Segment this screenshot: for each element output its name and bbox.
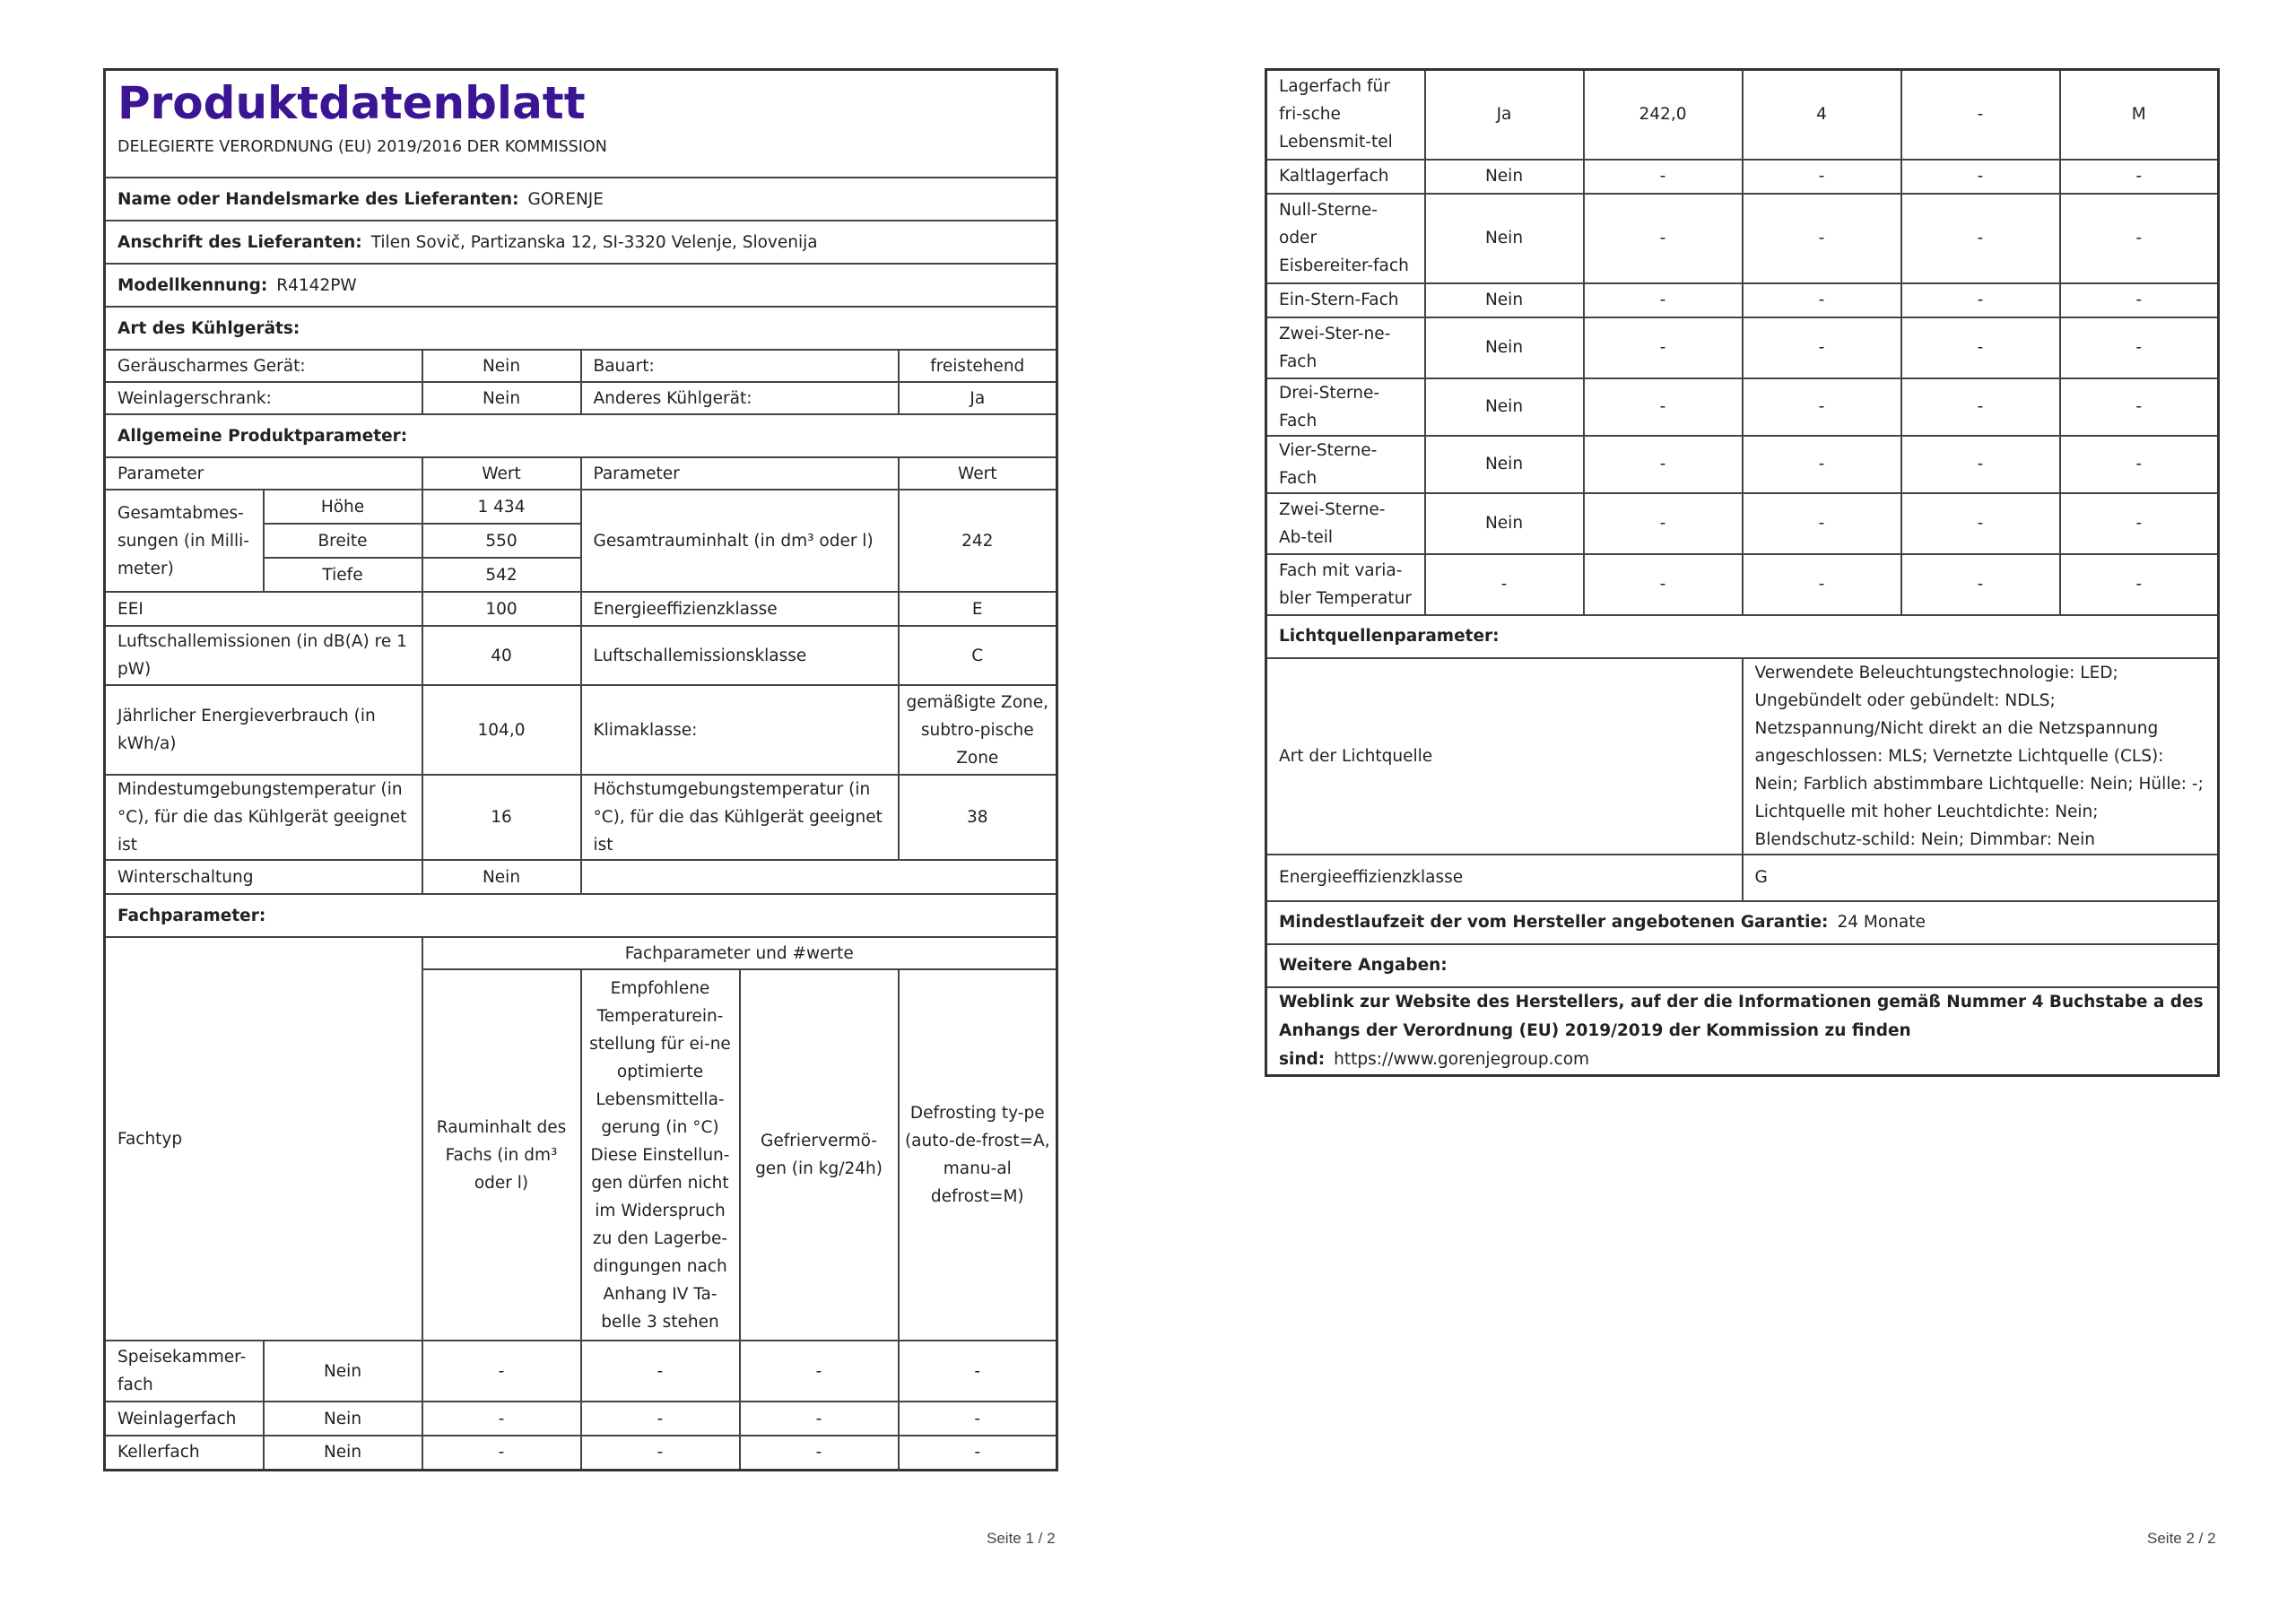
fach-present: - xyxy=(1425,554,1584,615)
fach-temp: - xyxy=(581,1341,740,1402)
fach-temp: - xyxy=(581,1402,740,1436)
noise-class-label: Luftschallemissionsklasse xyxy=(581,626,899,685)
fach-freeze: - xyxy=(1901,436,2060,493)
empty-cell xyxy=(581,860,1057,894)
fach-defrost: - xyxy=(2060,554,2219,615)
fach-present: Nein xyxy=(1425,317,1584,378)
supplier-address-label: Anschrift des Lieferanten: xyxy=(117,232,362,252)
value-col-header: Wert xyxy=(422,457,581,490)
fach-temp: - xyxy=(1743,493,1901,554)
fach-freeze: - xyxy=(1901,554,2060,615)
light-heading: Lichtquellenparameter: xyxy=(1266,615,2219,658)
fach-freeze: - xyxy=(1901,317,2060,378)
low-noise-label: Geräuscharmes Gerät: xyxy=(105,350,422,382)
fach-freeze: - xyxy=(1901,160,2060,194)
page-1 xyxy=(103,68,1058,1471)
table-row xyxy=(1266,160,2219,194)
low-noise-value: Nein xyxy=(422,350,581,382)
height-label: Höhe xyxy=(264,490,422,524)
fach-name: Null-Sterne- oder Eisbereiter-fach xyxy=(1266,194,1425,283)
consumption-value: 104,0 xyxy=(422,685,581,775)
table-row xyxy=(1266,493,2219,554)
energy-class-value: E xyxy=(899,592,1057,626)
value-col-header-2: Wert xyxy=(899,457,1057,490)
page-subtitle: DELEGIERTE VERORDNUNG (EU) 2019/2016 DER KOMMISSION xyxy=(117,138,607,156)
wine-cabinet-value: Nein xyxy=(422,382,581,414)
fach-defrost: - xyxy=(2060,436,2219,493)
min-temp-label: Mindestumgebungstemperatur (in °C), für die das Kühlgerät geeignet ist xyxy=(105,775,422,860)
product-data-table-page-2 xyxy=(1265,68,2220,1077)
fach-volume: - xyxy=(1584,317,1743,378)
fach-name: Kaltlagerfach xyxy=(1266,160,1425,194)
volume-value: 242 xyxy=(899,490,1057,592)
fach-present: Nein xyxy=(264,1341,422,1402)
supplier-address-row xyxy=(105,221,1057,264)
noise-value: 40 xyxy=(422,626,581,685)
fach-defrost: - xyxy=(2060,317,2219,378)
fach-temp: - xyxy=(1743,160,1901,194)
other-appliance-value: Ja xyxy=(899,382,1057,414)
fach-present: Nein xyxy=(1425,283,1584,317)
light-type-label: Art der Lichtquelle xyxy=(1266,658,1743,855)
eei-value: 100 xyxy=(422,592,581,626)
table-row xyxy=(1266,283,2219,317)
fach-freeze: - xyxy=(740,1402,899,1436)
fach-freeze: - xyxy=(1901,194,2060,283)
fach-name: Drei-Sterne-Fach xyxy=(1266,378,1425,436)
dimensions-label: Gesamtabmes-sungen (in Milli-meter) xyxy=(105,490,264,592)
fach-name: Ein-Stern-Fach xyxy=(1266,283,1425,317)
warranty-value: 24 Monate xyxy=(1837,913,1926,932)
model-label: Modellkennung: xyxy=(117,275,268,295)
product-data-table-page-1 xyxy=(103,68,1058,1471)
fach-freeze: - xyxy=(740,1341,899,1402)
page-number-1: Seite 1 / 2 xyxy=(987,1530,1056,1547)
climate-label: Klimaklasse: xyxy=(581,685,899,775)
fach-volume: - xyxy=(422,1341,581,1402)
fach-volume: - xyxy=(1584,493,1743,554)
table-row xyxy=(1266,554,2219,615)
fach-volume: - xyxy=(1584,378,1743,436)
weblink-value[interactable]: https://www.gorenjegroup.com xyxy=(1334,1049,1590,1069)
fach-defrost: M xyxy=(2060,70,2219,160)
fach-name: Zwei-Sterne-Ab-teil xyxy=(1266,493,1425,554)
fach-present: Nein xyxy=(1425,436,1584,493)
fach-name: Speisekammer-fach xyxy=(105,1341,264,1402)
title-block xyxy=(105,70,1057,178)
supplier-name-label: Name oder Handelsmarke des Lieferanten: xyxy=(117,189,519,209)
fach-volume: - xyxy=(1584,194,1743,283)
fach-present: Ja xyxy=(1425,70,1584,160)
fach-volume: - xyxy=(1584,160,1743,194)
fach-defrost: - xyxy=(899,1436,1057,1470)
fach-name: Lagerfach für fri-sche Lebensmit-tel xyxy=(1266,70,1425,160)
fach-defrost-header: Defrosting ty-pe (auto-de-frost=A, manu-al defrost=M) xyxy=(899,969,1057,1341)
general-heading: Allgemeine Produktparameter: xyxy=(105,414,1057,457)
width-label: Breite xyxy=(264,524,422,558)
table-row xyxy=(1266,194,2219,283)
fach-temp: - xyxy=(581,1436,740,1470)
fach-freeze: - xyxy=(740,1436,899,1470)
design-label: Bauart: xyxy=(581,350,899,382)
fach-volume: - xyxy=(422,1402,581,1436)
winter-label: Winterschaltung xyxy=(105,860,422,894)
fach-name: Vier-Sterne-Fach xyxy=(1266,436,1425,493)
energy-class-label: Energieeffizienzklasse xyxy=(581,592,899,626)
max-temp-value: 38 xyxy=(899,775,1057,860)
fach-present: Nein xyxy=(264,1436,422,1470)
fach-group-header: Fachparameter und #werte xyxy=(422,937,1057,969)
fach-present: Nein xyxy=(1425,194,1584,283)
fach-temp: - xyxy=(1743,436,1901,493)
fach-present: Nein xyxy=(1425,493,1584,554)
fach-name: Weinlagerfach xyxy=(105,1402,264,1436)
model-row xyxy=(105,264,1057,307)
fach-volume: 242,0 xyxy=(1584,70,1743,160)
table-row xyxy=(105,1341,1057,1402)
height-value: 1 434 xyxy=(422,490,581,524)
more-info-heading: Weitere Angaben: xyxy=(1266,944,2219,987)
fach-volume: - xyxy=(1584,283,1743,317)
table-row xyxy=(1266,317,2219,378)
param-col-header-2: Parameter xyxy=(581,457,899,490)
light-class-value: G xyxy=(1743,855,2219,901)
fach-name: Kellerfach xyxy=(105,1436,264,1470)
fach-freeze: - xyxy=(1901,283,2060,317)
fach-defrost: - xyxy=(899,1341,1057,1402)
climate-value: gemäßigte Zone, subtro-pische Zone xyxy=(899,685,1057,775)
weblink-row xyxy=(1266,987,2219,1076)
table-row xyxy=(105,1402,1057,1436)
max-temp-label: Höchstumgebungstemperatur (in °C), für die das Kühlgerät geeignet ist xyxy=(581,775,899,860)
depth-value: 542 xyxy=(422,558,581,592)
depth-label: Tiefe xyxy=(264,558,422,592)
art-heading: Art des Kühlgeräts: xyxy=(105,307,1057,350)
fach-defrost: - xyxy=(2060,194,2219,283)
fach-type-header: Fachtyp xyxy=(105,937,422,1341)
fach-freeze-header: Gefriervermö-gen (in kg/24h) xyxy=(740,969,899,1341)
weblink-label: Weblink zur Website des Herstellers, auf der die Informationen gemäß Nummer 4 Buchstabe a des Anhangs der Verordnung (EU) 2019/2019 der Kommission zu finden sind: xyxy=(1279,992,2204,1069)
consumption-label: Jährlicher Energieverbrauch (in kWh/a) xyxy=(105,685,422,775)
fach-volume: - xyxy=(1584,436,1743,493)
page-2 xyxy=(1265,68,2220,1077)
fach-name: Fach mit varia-bler Temperatur xyxy=(1266,554,1425,615)
fach-temp: - xyxy=(1743,554,1901,615)
supplier-name-value: GORENJE xyxy=(527,189,604,209)
wine-cabinet-label: Weinlagerschrank: xyxy=(105,382,422,414)
fach-defrost: - xyxy=(2060,493,2219,554)
noise-label: Luftschallemissionen (in dB(A) re 1 pW) xyxy=(105,626,422,685)
light-class-label: Energieeffizienzklasse xyxy=(1266,855,1743,901)
fach-freeze: - xyxy=(1901,493,2060,554)
fach-defrost: - xyxy=(2060,160,2219,194)
table-row xyxy=(105,1436,1057,1470)
other-appliance-label: Anderes Kühlgerät: xyxy=(581,382,899,414)
table-row xyxy=(1266,436,2219,493)
warranty-label: Mindestlaufzeit der vom Hersteller angebotenen Garantie: xyxy=(1279,913,1829,932)
fach-defrost: - xyxy=(2060,283,2219,317)
fach-temp: - xyxy=(1743,378,1901,436)
fach-present: Nein xyxy=(1425,160,1584,194)
table-row xyxy=(1266,70,2219,160)
fach-defrost: - xyxy=(2060,378,2219,436)
eei-label: EEI xyxy=(105,592,422,626)
fach-freeze: - xyxy=(1901,70,2060,160)
fach-name: Zwei-Ster-ne-Fach xyxy=(1266,317,1425,378)
winter-value: Nein xyxy=(422,860,581,894)
fach-temp-header: Empfohlene Temperaturein-stellung für ei-ne optimierte Lebensmittella-gerung (in °C) Diese Einstellun-gen dürfen nicht im Widerspruch zu den Lagerbe-dingungen nach Anhang IV Ta-belle 3 stehen xyxy=(581,969,740,1341)
fach-temp: - xyxy=(1743,283,1901,317)
volume-label: Gesamtrauminhalt (in dm³ oder l) xyxy=(581,490,899,592)
model-value: R4142PW xyxy=(276,275,357,295)
fach-present: Nein xyxy=(264,1402,422,1436)
fach-temp: 4 xyxy=(1743,70,1901,160)
width-value: 550 xyxy=(422,524,581,558)
fach-temp: - xyxy=(1743,317,1901,378)
noise-class-value: C xyxy=(899,626,1057,685)
table-row xyxy=(1266,378,2219,436)
fach-volume-header: Rauminhalt des Fachs (in dm³ oder l) xyxy=(422,969,581,1341)
supplier-address-value: Tilen Sovič, Partizanska 12, SI-3320 Velenje, Slovenija xyxy=(370,232,818,252)
design-value: freistehend xyxy=(899,350,1057,382)
page-number-2: Seite 2 / 2 xyxy=(2147,1530,2216,1547)
supplier-name-row xyxy=(105,178,1057,221)
page-title: Produktdatenblatt xyxy=(117,77,586,129)
fach-volume: - xyxy=(422,1436,581,1470)
fach-heading: Fachparameter: xyxy=(105,894,1057,937)
min-temp-value: 16 xyxy=(422,775,581,860)
light-type-value: Verwendete Beleuchtungstechnologie: LED; Ungebündelt oder gebündelt: NDLS; Netzspannung/Nicht direkt an die Netzspannung angeschlossen: MLS; Vernetzte Lichtquelle (CLS): Nein; Farblich abstimmbare Lichtquelle: Nein; Hülle: -; Lichtquelle mit hoher Leuchtdichte: Nein; Blendschutz-schild: Nein; Dimmbar: Nein xyxy=(1743,658,2219,855)
warranty-row xyxy=(1266,901,2219,944)
fach-temp: - xyxy=(1743,194,1901,283)
fach-present: Nein xyxy=(1425,378,1584,436)
fach-volume: - xyxy=(1584,554,1743,615)
fach-defrost: - xyxy=(899,1402,1057,1436)
fach-freeze: - xyxy=(1901,378,2060,436)
param-col-header: Parameter xyxy=(105,457,422,490)
